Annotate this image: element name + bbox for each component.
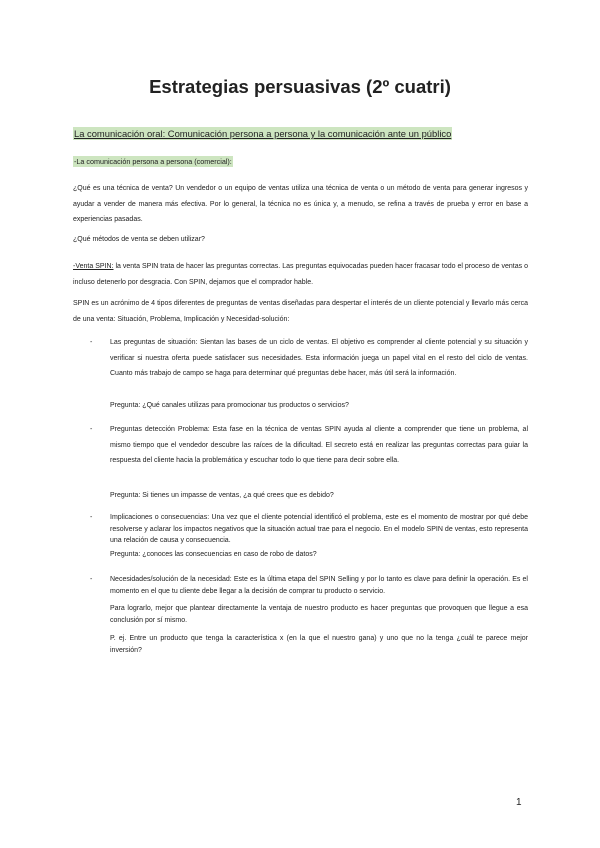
paragraph-technique: ¿Qué es una técnica de venta? Un vendedor o un equipo de ventas utiliza una técnica de venta o un método de venta para generar ingresos y ayudar a vender de manera más efectiva. Por lo general, la técnica no es única y, a menudo, se refina a través de prueba y error en base a experiencias pasadas. bbox=[73, 185, 528, 223]
list-bullet: - bbox=[90, 339, 93, 346]
list-item-text: Implicaciones o consecuencias: Una vez que el cliente potencial identificó el problema, este es el momento de mostrar por qué debe resolverse y aclarar los impactos negativos que la situación actual trae para el negocio. En el modelo SPIN de ventas, esto representa una relación de causa y consecuencia. bbox=[110, 514, 528, 544]
question-situation: Pregunta: ¿Qué canales utilizas para promocionar tus productos o servicios? bbox=[110, 402, 349, 409]
paragraph-spin-selling bbox=[73, 259, 528, 290]
list-bullet: - bbox=[90, 576, 93, 583]
list-item-text: Las preguntas de situación: Sientan las bases de un ciclo de ventas. El objetivo es comprender al cliente potencial y su situación y verificar si nuestra oferta puede satisfacer sus necesidades. Esta información juega un papel vital en el resto del ciclo de ventas. Cuanto más trabajo de campo se haga para determinar qué preguntas debe hacer, más útil será la información. bbox=[110, 339, 528, 377]
list-bullet: - bbox=[90, 514, 93, 521]
list-item-text: Necesidades/solución de la necesidad: Este es la última etapa del SPIN Selling y por lo tanto es clave para definir la operación. Es el momento en el que tu cliente debe llegar a la decisión de comprar tu producto o servicio. bbox=[110, 576, 528, 595]
question-implication: Pregunta: ¿conoces las consecuencias en caso de robo de datos? bbox=[110, 551, 317, 558]
paragraph-spin-acronym: SPIN es un acrónimo de 4 tipos diferentes de preguntas de ventas diseñadas para despertar el interés de un cliente potencial y llevarlo más cerca de una venta: Situación, Problema, Implicación y Necesidad-solución: bbox=[73, 300, 528, 323]
list-item-problem bbox=[90, 422, 528, 469]
list-item-text: Preguntas detección Problema: Esta fase en la técnica de ventas SPIN ayuda al cliente a comprender que tiene un problema, al mismo tiempo que el vendedor descubre las raíces de la dificultad. El secreto está en realizar las preguntas correctas para guiar la respuesta del cliente hacia la problemática y escuchar todo lo que tiene para decir sobre ella. bbox=[110, 426, 528, 464]
document-title: Estrategias persuasivas (2º cuatri) bbox=[149, 76, 451, 97]
list-item-implication bbox=[90, 512, 528, 547]
question-problem: Pregunta: Si tienes un impasse de ventas, ¿a qué crees que es debido? bbox=[110, 492, 334, 499]
list-item-situation bbox=[90, 335, 528, 382]
paragraph-methods-question: ¿Qué métodos de venta se deben utilizar? bbox=[73, 236, 205, 243]
paragraph-need-payoff-approach: Para lograrlo, mejor que plantear directamente la ventaja de nuestro producto es hacer preguntas que provoquen que llegue a esa conclusión por sí mismo. bbox=[110, 605, 528, 624]
section-heading: La comunicación oral: Comunicación persona a persona y la comunicación ante un público bbox=[74, 128, 452, 139]
page-number: 1 bbox=[516, 797, 522, 808]
subsection-heading: -La comunicación persona a persona (comercial): bbox=[74, 157, 232, 166]
spin-text: la venta SPIN trata de hacer las preguntas correctas. Las preguntas equivocadas pueden hacer fracasar todo el proceso de ventas o incluso detenerlo por desgracia. Con SPIN, dejamos que el comprador hable. bbox=[73, 263, 529, 286]
list-bullet: - bbox=[90, 426, 93, 433]
paragraph-need-payoff-example: P. ej. Entre un producto que tenga la característica x (en la que el nuestro gana) y uno que no la tenga ¿cuál te parece mejor inversión? bbox=[110, 635, 528, 654]
list-item-need-payoff bbox=[90, 574, 528, 597]
spin-label: -Venta SPIN: bbox=[73, 263, 114, 270]
